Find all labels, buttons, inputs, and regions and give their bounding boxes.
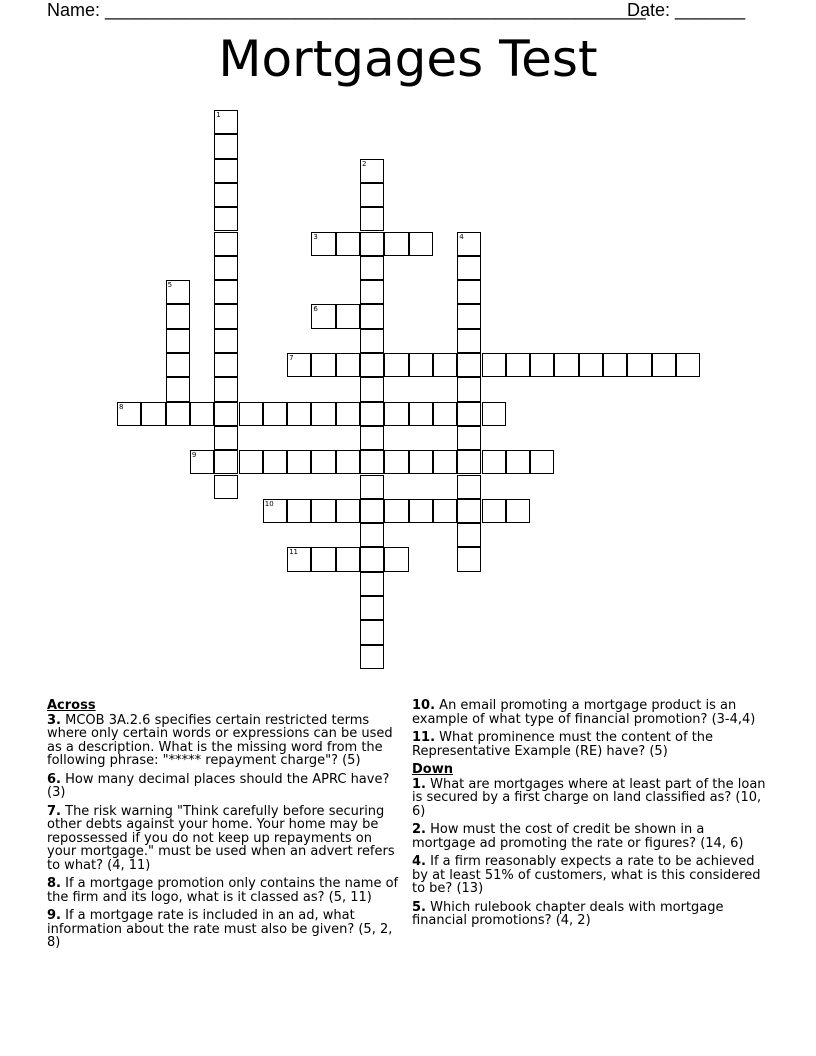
crossword-cell[interactable] — [263, 450, 287, 474]
crossword-cell[interactable] — [457, 450, 481, 474]
crossword-cell[interactable] — [311, 499, 335, 523]
clue-text: An email promoting a mortgage product is an example of what type of financial promotion? (3-4,4) — [412, 698, 756, 727]
crossword-cell[interactable] — [457, 547, 481, 571]
clue-text: If a mortgage promotion only contains the name of the firm and its logo, what is it classed as? (5, 11) — [47, 876, 399, 905]
crossword-cell[interactable] — [360, 499, 384, 523]
crossword-cell[interactable] — [360, 450, 384, 474]
crossword-cell[interactable] — [311, 353, 335, 377]
clue-number: 1 — [216, 111, 221, 119]
clue-number: 9 — [191, 451, 197, 460]
clue-number: 5. — [412, 899, 426, 915]
crossword-cell[interactable] — [652, 353, 676, 377]
crossword-cell[interactable] — [360, 329, 384, 353]
crossword-cell[interactable] — [627, 353, 651, 377]
crossword-cell[interactable] — [287, 402, 311, 426]
crossword-cell[interactable] — [336, 450, 360, 474]
crossword-cell[interactable] — [579, 353, 603, 377]
clue-text: How many decimal places should the APRC have? (3) — [47, 771, 390, 800]
across-clue — [412, 731, 770, 758]
across-clue — [47, 714, 405, 768]
across-clues — [47, 699, 405, 955]
down-clue — [412, 778, 770, 819]
crossword-cell[interactable] — [506, 450, 530, 474]
crossword-cell[interactable] — [311, 547, 335, 571]
crossword-cell[interactable] — [360, 426, 384, 450]
clue-number: 10. — [412, 698, 436, 713]
crossword-cell[interactable] — [360, 256, 384, 280]
crossword-cell[interactable] — [482, 353, 506, 377]
crossword-cell[interactable] — [311, 304, 335, 328]
crossword-cell[interactable] — [457, 523, 481, 547]
page-title: Mortgages Test — [218, 30, 598, 88]
clue-number: 4 — [459, 232, 464, 241]
crossword-cell[interactable] — [166, 304, 190, 328]
crossword-cell[interactable] — [360, 280, 384, 304]
crossword-cell[interactable] — [214, 475, 238, 499]
crossword-cell[interactable] — [457, 353, 481, 377]
clues-right-column — [412, 699, 770, 933]
crossword-cell[interactable] — [384, 450, 408, 474]
crossword-cell[interactable] — [676, 353, 700, 377]
crossword-cell[interactable] — [506, 499, 530, 523]
crossword-cell[interactable] — [336, 402, 360, 426]
crossword-cell[interactable] — [360, 547, 384, 571]
clue-number: 6 — [313, 305, 318, 314]
crossword-cell[interactable] — [336, 499, 360, 523]
crossword-cell[interactable] — [384, 232, 408, 256]
clue-text: If a mortgage rate is included in an ad, what information about the rate must also be given? (5, 2, 8) — [47, 908, 393, 950]
crossword-cell[interactable] — [554, 353, 578, 377]
crossword-cell[interactable] — [287, 450, 311, 474]
crossword-cell[interactable] — [409, 450, 433, 474]
crossword-cell[interactable] — [433, 450, 457, 474]
crossword-cell[interactable] — [166, 280, 190, 304]
across-clue — [47, 877, 405, 904]
crossword-cell[interactable] — [239, 450, 263, 474]
crossword-cell[interactable] — [214, 450, 238, 474]
crossword-cell[interactable] — [482, 499, 506, 523]
crossword-cell[interactable] — [214, 426, 238, 450]
crossword-cell[interactable] — [409, 402, 433, 426]
across-clue — [412, 699, 770, 726]
crossword-cell[interactable] — [214, 304, 238, 328]
crossword-cell[interactable] — [214, 402, 238, 426]
clue-number: 5 — [167, 281, 173, 290]
crossword-cell[interactable] — [384, 353, 408, 377]
crossword-cell[interactable] — [360, 620, 384, 644]
crossword-cell[interactable] — [263, 499, 287, 523]
crossword-cell[interactable] — [311, 450, 335, 474]
across-clue — [47, 909, 405, 950]
clue-number: 7 — [289, 354, 294, 362]
crossword-cell[interactable] — [360, 304, 384, 328]
crossword-cell[interactable] — [457, 475, 481, 499]
crossword-cell[interactable] — [214, 207, 238, 231]
crossword-cell[interactable] — [360, 402, 384, 426]
clue-number: 6. — [47, 771, 61, 787]
crossword-cell[interactable] — [336, 304, 360, 328]
crossword-cell[interactable] — [214, 134, 238, 158]
crossword-cell[interactable] — [360, 475, 384, 499]
crossword-cell[interactable] — [384, 402, 408, 426]
clue-text: The risk warning "Think carefully before securing other debts against your home. Your home may be repossessed if you do not keep up repayments on your mortgage." must be used when an advert refers to what? (4, 11) — [47, 803, 395, 873]
crossword-cell[interactable] — [336, 353, 360, 377]
clue-number: 3 — [313, 232, 318, 241]
crossword-cell[interactable] — [409, 353, 433, 377]
crossword-cell[interactable] — [190, 450, 214, 474]
crossword-cell[interactable] — [214, 377, 238, 401]
clue-text: MCOB 3A.2.6 specifies certain restricted terms where only certain words or expressions can be used as a description. What is the missing word from the following phrase: "***** repayment charge"? (5) — [47, 712, 393, 768]
crossword-cell[interactable] — [360, 645, 384, 669]
crossword-cell[interactable] — [360, 232, 384, 256]
crossword-cell[interactable] — [360, 596, 384, 620]
crossword-cell[interactable] — [409, 232, 433, 256]
crossword-cell[interactable] — [117, 402, 141, 426]
across-heading: Across — [47, 698, 96, 713]
crossword-cell[interactable] — [214, 232, 238, 256]
clue-text: What are mortgages where at least part of the loan is secured by a first charge on land classified as? (10, 6) — [412, 776, 766, 819]
down-clue — [412, 901, 770, 928]
crossword-cell[interactable] — [433, 402, 457, 426]
clue-text: Which rulebook chapter deals with mortgage financial promotions? (4, 2) — [412, 899, 724, 928]
crossword-cell[interactable] — [287, 547, 311, 571]
crossword-cell[interactable] — [457, 256, 481, 280]
crossword-cell[interactable] — [433, 499, 457, 523]
crossword-cell[interactable] — [457, 280, 481, 304]
clue-text: What prominence must the content of the Representative Example (RE) have? (5) — [412, 730, 714, 759]
crossword-cell[interactable] — [336, 232, 360, 256]
crossword-cell[interactable] — [214, 256, 238, 280]
crossword-cell[interactable] — [166, 329, 190, 353]
crossword-cell[interactable] — [482, 402, 506, 426]
crossword-cell[interactable] — [239, 402, 263, 426]
crossword-cell[interactable] — [214, 329, 238, 353]
down-clue — [412, 823, 770, 850]
clue-number: 2. — [412, 822, 426, 837]
across-clue — [47, 805, 405, 873]
clue-number: 11 — [289, 548, 299, 557]
crossword-cell[interactable] — [141, 402, 165, 426]
clue-number: 3. — [47, 712, 61, 728]
clue-number: 8 — [119, 402, 124, 411]
clue-number: 11. — [412, 730, 436, 745]
crossword-cell[interactable] — [214, 353, 238, 377]
crossword-cell[interactable] — [336, 547, 360, 571]
clue-number: 9. — [47, 908, 61, 923]
crossword-cell[interactable] — [311, 402, 335, 426]
crossword-cell[interactable] — [457, 232, 481, 256]
crossword-cell[interactable] — [287, 499, 311, 523]
crossword-cell[interactable] — [457, 426, 481, 450]
crossword-cell[interactable] — [360, 353, 384, 377]
clue-text: If a firm reasonably expects a rate to be achieved by at least 51% of customers, what is this considered to be? (13) — [412, 854, 761, 896]
name-field[interactable]: Name: ______________________________________________________ — [47, 0, 646, 20]
clue-number: 4. — [412, 854, 426, 869]
crossword-cell[interactable] — [166, 353, 190, 377]
crossword-cell[interactable] — [360, 523, 384, 547]
across-clue — [47, 773, 405, 800]
date-field[interactable]: Date: _______ — [627, 0, 746, 20]
crossword-cell[interactable] — [263, 402, 287, 426]
crossword-cell[interactable] — [214, 280, 238, 304]
crossword-cell[interactable] — [457, 377, 481, 401]
crossword-cell[interactable] — [360, 207, 384, 231]
crossword-cell[interactable] — [433, 353, 457, 377]
crossword-cell[interactable] — [530, 353, 554, 377]
crossword-cell[interactable] — [384, 547, 408, 571]
clue-text: How must the cost of credit be shown in a mortgage ad promoting the rate or figures? (14, 6) — [412, 822, 744, 851]
crossword-cell[interactable] — [482, 450, 506, 474]
crossword-cell[interactable] — [287, 353, 311, 377]
clue-number: 2 — [362, 159, 367, 168]
down-clue — [412, 855, 770, 896]
crossword-cell[interactable] — [166, 377, 190, 401]
crossword-cell[interactable] — [214, 159, 238, 183]
crossword-cell[interactable] — [384, 499, 408, 523]
crossword-cell[interactable] — [360, 159, 384, 183]
crossword-cell[interactable] — [603, 353, 627, 377]
crossword-cell[interactable] — [360, 572, 384, 596]
crossword-cell[interactable] — [214, 183, 238, 207]
crossword-cell[interactable] — [214, 110, 238, 134]
crossword-cell[interactable] — [457, 304, 481, 328]
crossword-cell[interactable] — [360, 183, 384, 207]
crossword-cell[interactable] — [166, 402, 190, 426]
crossword-cell[interactable] — [506, 353, 530, 377]
clue-number: 8. — [47, 876, 61, 891]
crossword-cell[interactable] — [457, 329, 481, 353]
crossword-cell[interactable] — [457, 402, 481, 426]
clue-number: 10 — [264, 499, 274, 508]
clue-number: 7. — [47, 803, 61, 819]
crossword-cell[interactable] — [530, 450, 554, 474]
crossword-cell[interactable] — [457, 499, 481, 523]
down-heading: Down — [412, 762, 453, 777]
crossword-cell[interactable] — [409, 499, 433, 523]
crossword-cell[interactable] — [360, 377, 384, 401]
crossword-cell[interactable] — [190, 402, 214, 426]
crossword-cell[interactable] — [311, 232, 335, 256]
clue-number: 1. — [412, 776, 426, 792]
